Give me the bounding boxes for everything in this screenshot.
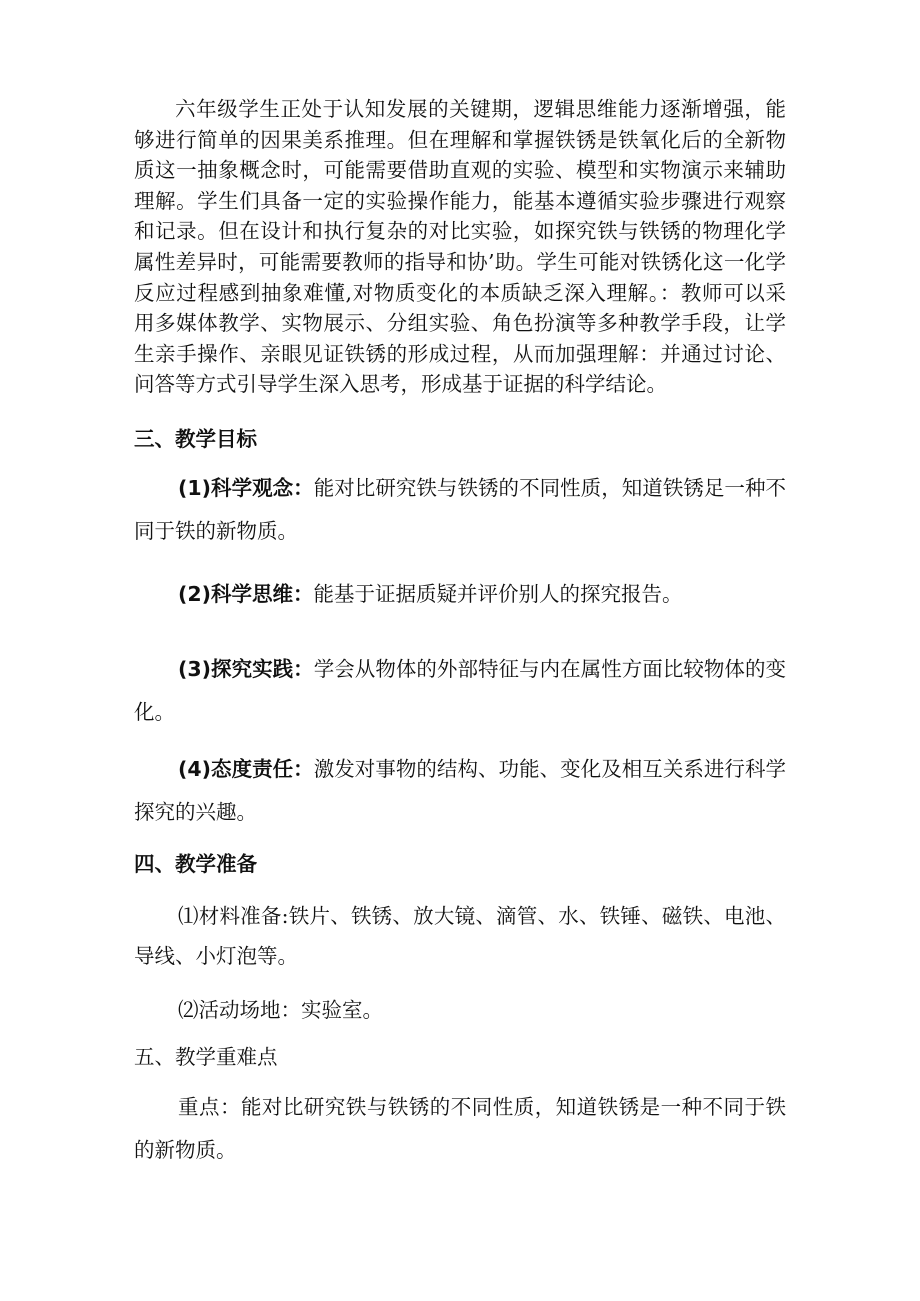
section-heading-teaching-preparation: 四、教学准备 bbox=[134, 852, 257, 876]
goal-item-2 bbox=[134, 573, 786, 616]
goal-label: (3)探究实践： bbox=[178, 657, 314, 681]
preparation-item-1: ⑴材料准备:铁片、铁锈、放大镜、滴管、水、铁锤、磁铁、电池、导线、小灯泡等。 bbox=[134, 904, 786, 968]
goal-item-3 bbox=[134, 648, 786, 734]
goal-text: 能基于证据质疑并评价别人的探究报告。 bbox=[313, 582, 683, 606]
goal-text: 激发对事物的结构、功能、变化及相互关系进行科学探究的兴趣。 bbox=[134, 757, 786, 824]
intro-paragraph: 六年级学生正处于认知发展的关键期，逻辑思维能力逐渐增强，能够进行简单的因果美系推理。但在理解和掌握铁锈是铁氧化后的全新物质这一抽象概念时，可能需要借助直观的实验、模型和实物演示来辅助理解。学生们具备一定的实验操作能力，能基本遵循实验步骤进行观察和记录。但在设计和执行复杂的对比实验，如探究铁与铁锈的物理化学属性差异时，可能需要教师的指导和协’助。学生可能对铁锈化这一化学反应过程感到抽象难懂,对物质变化的本质缺乏深入理解。：教师可以采用多媒体教学、实物展示、分组实验、角色扮演等多种教学手段，让学生亲手操作、亲眼见证铁锈的形成过程，从而加强理解：并通过讨论、问答等方式引导学生深入思考，形成基于证据的科学结论。 bbox=[134, 97, 786, 397]
goal-text: 学会从物体的外部特征与内在属性方面比较物体的变化。 bbox=[134, 657, 786, 724]
preparation-item-2: ⑵活动场地：实验室。 bbox=[178, 998, 383, 1022]
goal-label: (2)科学思维： bbox=[178, 582, 314, 606]
goal-label: (1)科学观念： bbox=[178, 476, 314, 500]
goal-item-4 bbox=[134, 748, 786, 834]
goal-label: (4)态度责任： bbox=[178, 757, 314, 781]
goal-text: 能对比研究铁与铁锈的不同性质，知道铁锈足一种不同于铁的新物质。 bbox=[134, 476, 786, 543]
section-heading-key-difficult-points: 五、教学重难点 bbox=[134, 1045, 278, 1069]
goal-item-1 bbox=[134, 467, 786, 553]
section-heading-teaching-goals: 三、教学目标 bbox=[134, 427, 257, 451]
key-point-paragraph: 重点：能对比研究铁与铁锈的不同性质，知道铁锈是一种不同于铁的新物质。 bbox=[134, 1095, 786, 1162]
